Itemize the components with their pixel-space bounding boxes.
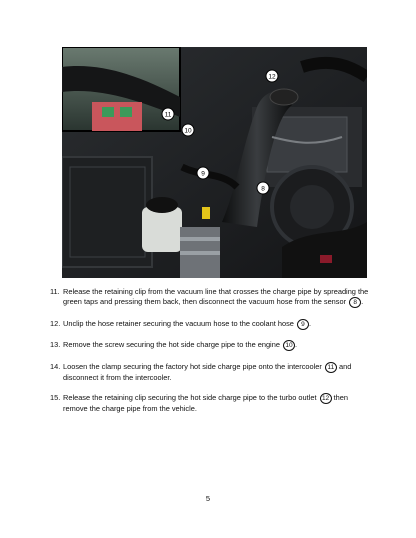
step-text-tail: . (295, 340, 298, 349)
step-text-tail: . (308, 318, 312, 328)
step-reference-callout: 9 (297, 319, 309, 330)
step-reference-callout: 12 (320, 393, 332, 404)
page-number: 5 (205, 494, 211, 503)
step-number: 15. (50, 393, 61, 402)
callout-9: 9 (201, 170, 205, 178)
step-number: 14. (50, 361, 61, 371)
step-reference-callout: 11 (325, 362, 337, 373)
step-text-tail: then remove the charge pipe from the vehicle. (63, 393, 349, 413)
callout-8: 8 (261, 185, 265, 193)
engine-bay-photo (62, 47, 367, 278)
instruction-step (50, 319, 370, 330)
instruction-step (50, 362, 370, 383)
instruction-step (50, 393, 370, 414)
step-text: Release the retaining clip securing the hot side charge pipe to the turbo outlet (63, 393, 317, 402)
step-text-tail: . (361, 297, 364, 306)
instruction-step (50, 340, 370, 351)
callout-12: 12 (268, 73, 276, 81)
step-reference-callout: 10 (283, 340, 295, 351)
step-number: 12. (50, 318, 61, 328)
step-text: Loosen the clamp securing the factory hot side charge pipe onto the intercooler (63, 361, 322, 371)
instruction-step (50, 287, 370, 308)
step-number: 11. (50, 287, 60, 296)
callout-11: 11 (164, 111, 172, 119)
instruction-list (50, 287, 370, 425)
step-number: 13. (50, 340, 61, 349)
callout-10: 10 (184, 127, 192, 135)
step-reference-callout: 8 (349, 297, 361, 308)
step-text-tail: and disconnect it from the intercooler. (63, 361, 352, 382)
step-text: Release the retaining clip from the vacuum line that crosses the charge pipe by spreading the green taps and pressing them back, then disconnect the vacuum hose from the sensor (63, 287, 369, 306)
step-text: Remove the screw securing the hot side charge pipe to the engine (63, 340, 280, 349)
step-text: Unclip the hose retainer securing the vacuum hose to the coolant hose (63, 318, 294, 328)
